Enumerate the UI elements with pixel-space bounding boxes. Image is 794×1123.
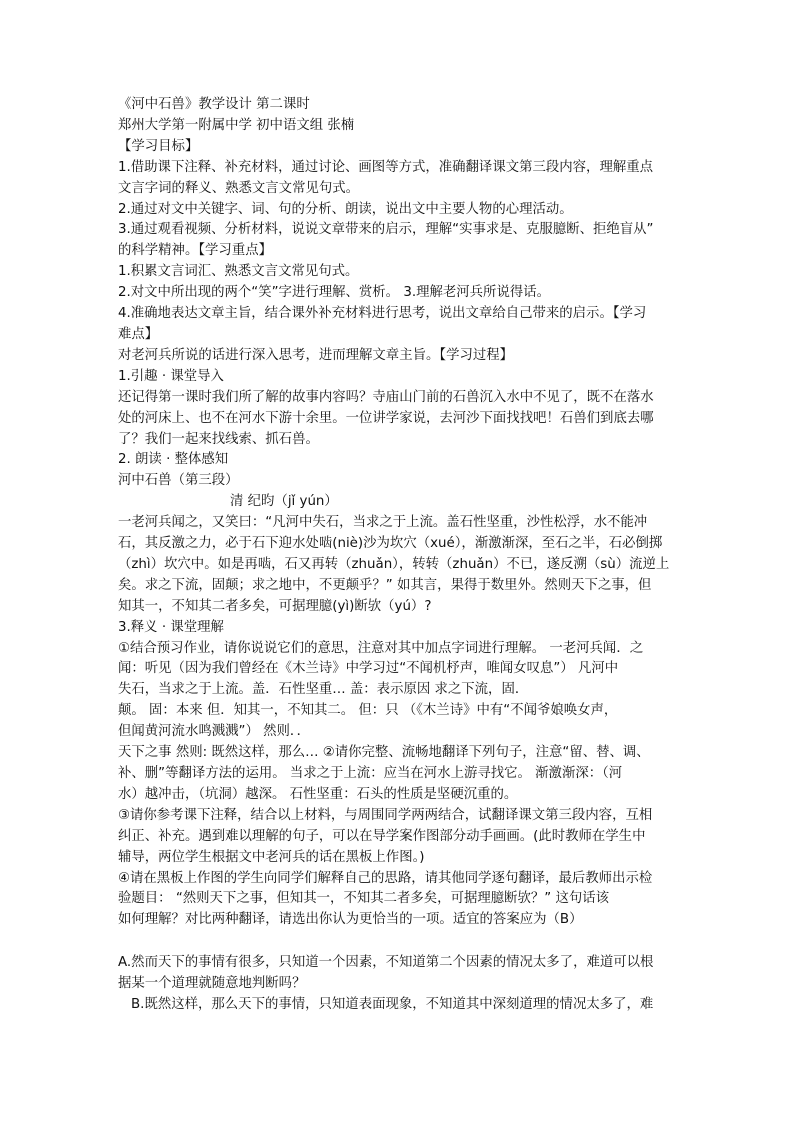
explain-line-3: 失石，当求之于上流。盖．石性坚重… 盖：表示原因 求之下流，固． [118, 682, 529, 698]
explain-line-2: 闻：听见（因为我们曾经在《木兰诗》中学习过“不闻机杼声，唯闻女叹息”） 凡河中 [118, 661, 619, 677]
passage-line-1: 一老河兵闻之，又笑曰：“凡河中失石，当求之于上流。盖石性坚重，沙性松浮，水不能冲 [118, 515, 648, 531]
goal-3-line-2: 的科学精神。【学习重点】 [118, 243, 272, 259]
explain-line-4: 颠。 固：本来 但．知其一，不知其二。 但：只 （《木兰诗》中有“不闻爷娘唤女声， [118, 703, 618, 719]
passage-title: 河中石兽（第三段） [118, 473, 239, 489]
explain-line-14: 如何理解？对比两种翻译，请选出你认为更恰当的一项。适宜的答案应为（B） [118, 912, 583, 928]
explain-line-1: ①结合预习作业，请你说说它们的意思，注意对其中加点字词进行理解。 一老河兵闻．之 [118, 640, 644, 656]
step-1-text-2: 处的河床上、也不在河水下游十余里。一位讲学家说，去河沙下面找找吧！石兽们到底去哪 [118, 410, 654, 426]
explain-line-9: ③请你参考课下注释，结合以上材料，与周围同学两两结合，试翻译课文第三段内容，互相 [118, 807, 653, 823]
difficulty-line: 对老河兵所说的话进行深入思考，进而理解文章主旨。【学习过程】 [118, 347, 514, 363]
option-a-line-1: A.然而天下的事情有很多，只知道一个因素，不知道第二个因素的情况太多了，难道可以根 [118, 955, 654, 971]
goal-1-line-2: 文言字词的释义、熟悉文言文常见句式。 [118, 180, 360, 196]
doc-author-line: 郑州大学第一附属中学 初中语文组 张楠 [118, 117, 355, 133]
key-point-1: 1.积累文言词汇、熟悉文言文常见句式。 [118, 264, 359, 280]
step-1-heading: 1.引趣 · 课堂导入 [118, 368, 224, 384]
document-page [118, 95, 678, 1016]
key-point-2-3: 2.对文中所出现的两个“笑”字进行理解、赏析。 3.理解老河兵所说得话。 [118, 285, 551, 301]
passage-line-2: 石，其反激之力，必于石下迎水处啮(niè)沙为坎穴（xué），渐激渐深，至石之半，石必倒掷 [118, 536, 663, 552]
step-1-text-1: 还记得第一课时我们所了解的故事内容吗？寺庙山门前的石兽沉入水中不见了，既不在落水 [118, 389, 654, 405]
explain-line-13: 验题目： “然则天下之事，但知其一，不知其二者多矣，可据理臆断欤？” 这句话该 [118, 891, 610, 907]
doc-title: 《河中石兽》教学设计 第二课时 [118, 97, 310, 112]
blank-spacer [118, 931, 678, 953]
step-2-heading: 2. 朗读 · 整体感知 [118, 452, 229, 468]
section-heading-goals: 【学习目标】 [118, 138, 199, 154]
key-point-4-line-2: 难点】 [118, 326, 159, 342]
step-3-heading: 3.释义 · 课堂理解 [118, 619, 224, 635]
passage-line-5: 知其一，不知其二者多矣，可据理臆(yì)断欤（yú）? [118, 598, 432, 614]
goal-3-line-1: 3.通过观看视频、分析材料，说说文章带来的启示，理解“实事求是、克服臆断、拒绝盲从” [118, 222, 654, 238]
passage-line-3: （zhì）坎穴中。如是再啮，石又再转（zhuǎn），转转（zhuǎn）不已，遂反溯（sù）流逆上 [118, 556, 670, 572]
explain-line-12: ④请在黑板上作图的学生向同学们解释自己的思路，请其他同学逐句翻译，最后教师出示检 [118, 870, 653, 886]
step-1-text-3: 了？我们一起来找线索、抓石兽。 [118, 431, 319, 447]
goal-2-line: 2.通过对文中关键字、词、句的分析、朗读，说出文中主要人物的心理活动。 [118, 201, 573, 217]
option-b-line-1: B.既然这样，那么天下的事情，只知道表面现象，不知道其中深刻道理的情况太多了，难 [131, 997, 654, 1013]
explain-line-8: 水）越冲击，（坑洞）越深。 石性坚重：石头的性质是坚硬沉重的。 [118, 786, 518, 802]
explain-line-10: 纠正、补充。遇到难以理解的句子，可以在导学案作图部分动手画画。(此时教师在学生中 [118, 828, 646, 844]
passage-line-4: 矣。求之下流，固颠；求之地中，不更颠乎？” 如其言，果得于数里外。然则天下之事，但 [118, 577, 652, 593]
goal-1-line-1: 1.借助课下注释、补充材料，通过讨论、画图等方式，准确翻译课文第三段内容，理解重点 [118, 159, 654, 175]
explain-line-11: 辅导，两位学生根据文中老河兵的话在黑板上作图。) [118, 849, 425, 865]
key-point-4-line-1: 4.准确地表达文章主旨，结合课外补充材料进行思考，说出文章给自己带来的启示。【学习 [118, 306, 647, 322]
option-a-line-2: 据某一个道理就随意地判断吗？ [118, 976, 306, 992]
passage-author: 清 纪昀（jǐ yún） [230, 494, 338, 510]
explain-line-7: 补、删”等翻译方法的运用。 当求之于上流：应当在河水上游寻找它。 渐激渐深：（河 [118, 766, 623, 781]
explain-line-6: 天下之事 然则: 既然这样，那么… ②请你完整、流畅地翻译下列句子，注意“留、替、调、 [118, 745, 650, 761]
explain-line-5: 但闻黄河流水鸣溅溅”） 然则．． [118, 724, 310, 740]
